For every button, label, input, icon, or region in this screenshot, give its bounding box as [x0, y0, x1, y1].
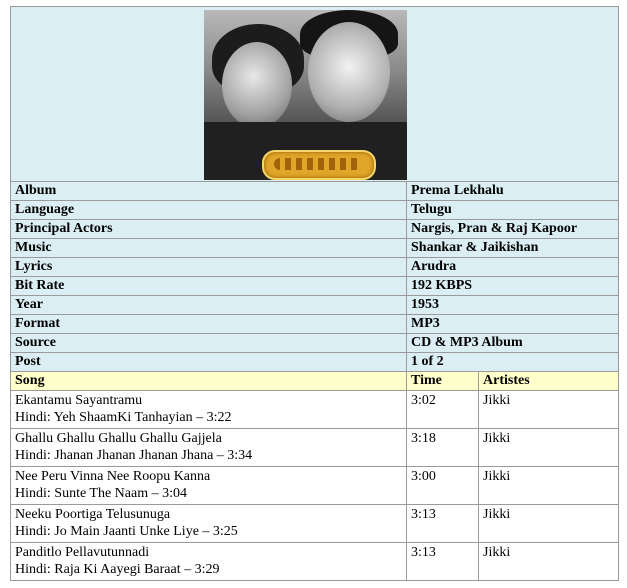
album-cover-image [204, 10, 407, 180]
song-time: 3:13 [407, 543, 479, 581]
actress-face [222, 42, 292, 128]
song-title: Panditlo Pellavutunnadi [15, 545, 150, 560]
info-value: MP3 [407, 315, 619, 334]
info-value: Telugu [407, 201, 619, 220]
album-sheet [10, 6, 618, 581]
song-hindi-version: Hindi: Yeh ShaamKi Tanhayian – 3:22 [15, 410, 232, 425]
album-table [10, 6, 619, 581]
song-title: Ghallu Ghallu Ghallu Ghallu Gajjela [15, 431, 222, 446]
song-hindi-version: Hindi: Sunte The Naam – 3:04 [15, 486, 187, 501]
song-hindi-version: Hindi: Jhanan Jhanan Jhanan Jhana – 3:34 [15, 448, 253, 463]
info-value: CD & MP3 Album [407, 334, 619, 353]
song-artist: Jikki [479, 505, 619, 543]
song-row [11, 391, 619, 429]
title-logo [262, 150, 376, 180]
info-value: 192 KBPS [407, 277, 619, 296]
info-value: 1 of 2 [407, 353, 619, 372]
info-label: Post [11, 353, 407, 372]
actor-face [308, 22, 390, 122]
song-time: 3:18 [407, 429, 479, 467]
info-value: Prema Lekhalu [407, 182, 619, 201]
cover-row [11, 7, 619, 182]
song-time: 3:13 [407, 505, 479, 543]
artistes-column-header: Artistes [479, 372, 619, 391]
song-cell [11, 505, 407, 543]
song-cell [11, 391, 407, 429]
info-row-format [11, 315, 619, 334]
song-time: 3:02 [407, 391, 479, 429]
song-hindi-version: Hindi: Jo Main Jaanti Unke Liye – 3:25 [15, 524, 238, 539]
song-time: 3:00 [407, 467, 479, 505]
song-artist: Jikki [479, 391, 619, 429]
info-row-actors [11, 220, 619, 239]
song-row [11, 543, 619, 581]
info-label: Music [11, 239, 407, 258]
song-hindi-version: Hindi: Raja Ki Aayegi Baraat – 3:29 [15, 562, 220, 577]
info-row-album [11, 182, 619, 201]
info-row-language [11, 201, 619, 220]
song-artist: Jikki [479, 467, 619, 505]
song-title: Nee Peru Vinna Nee Roopu Kanna [15, 469, 211, 484]
info-value: Arudra [407, 258, 619, 277]
song-row [11, 505, 619, 543]
info-label: Principal Actors [11, 220, 407, 239]
info-row-year [11, 296, 619, 315]
song-cell [11, 467, 407, 505]
song-title: Neeku Poortiga Telusunuga [15, 507, 171, 522]
time-column-header: Time [407, 372, 479, 391]
info-row-lyrics [11, 258, 619, 277]
info-label: Bit Rate [11, 277, 407, 296]
info-value: 1953 [407, 296, 619, 315]
song-row [11, 467, 619, 505]
cover-cell [11, 7, 619, 182]
info-row-bitrate [11, 277, 619, 296]
info-label: Year [11, 296, 407, 315]
info-label: Album [11, 182, 407, 201]
song-column-header: Song [11, 372, 407, 391]
song-cell [11, 543, 407, 581]
info-label: Source [11, 334, 407, 353]
song-cell [11, 429, 407, 467]
info-row-music [11, 239, 619, 258]
info-label: Format [11, 315, 407, 334]
song-header-row [11, 372, 619, 391]
info-value: Shankar & Jaikishan [407, 239, 619, 258]
song-artist: Jikki [479, 429, 619, 467]
song-artist: Jikki [479, 543, 619, 581]
info-label: Language [11, 201, 407, 220]
info-row-post [11, 353, 619, 372]
info-value: Nargis, Pran & Raj Kapoor [407, 220, 619, 239]
song-row [11, 429, 619, 467]
info-label: Lyrics [11, 258, 407, 277]
song-title: Ekantamu Sayantramu [15, 393, 143, 408]
info-row-source [11, 334, 619, 353]
